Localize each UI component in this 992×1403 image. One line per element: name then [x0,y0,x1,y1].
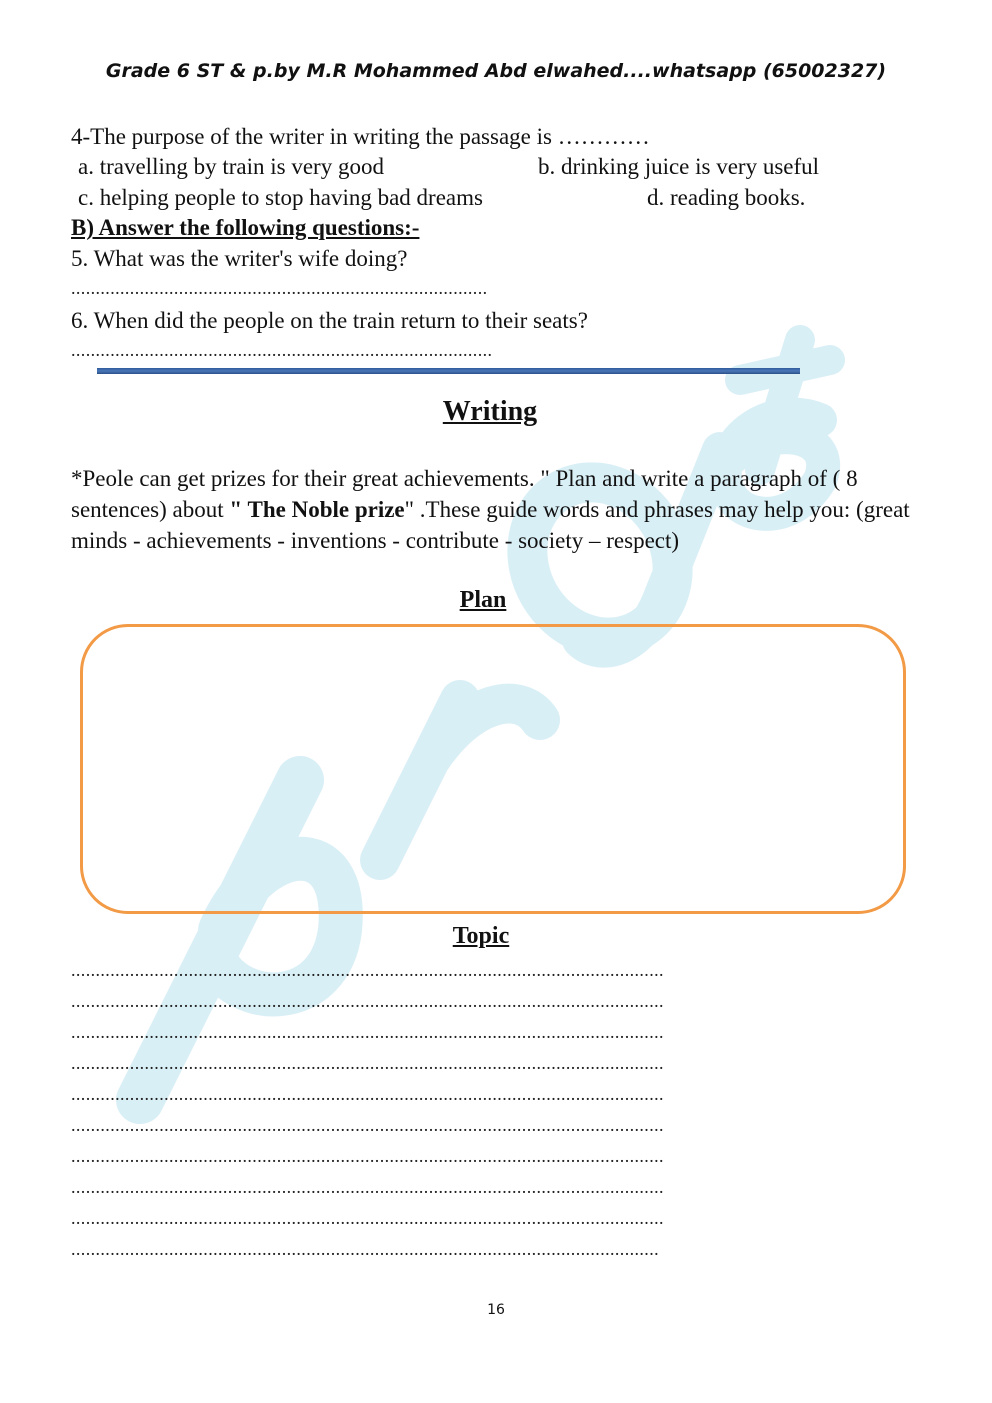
topic-line[interactable]: ......................................................................................................................... [71,1115,664,1135]
page-header: Grade 6 ST & p.by M.R Mohammed Abd elwahed....whatsapp (65002327) [105,60,887,82]
question-4-prompt: 4-The purpose of the writer in writing the passage is ………… [71,124,650,149]
question-4-option-b: b. drinking juice is very useful [538,154,820,179]
topic-line[interactable]: ......................................................................................................................... [71,1146,664,1166]
question-6-prompt: 6. When did the people on the train return to their seats? [71,308,588,333]
instructions-text-before: *Peole can get prizes for their great achievements. " Plan and write a paragraph of ( 8 sentences) about [71,466,858,522]
topic-line[interactable]: ......................................................................................................................... [71,1208,664,1228]
question-4-option-a: a. travelling by train is very good [78,154,384,179]
topic-line[interactable]: ......................................................................................................................... [71,1022,664,1042]
instructions-topic-bold: " The Noble prize [229,497,405,522]
section-divider [97,368,800,374]
question-5-prompt: 5. What was the writer's wife doing? [71,246,408,271]
topic-line[interactable]: ......................................................................................................................... [71,1177,664,1197]
question-4-option-d: d. reading books. [647,185,806,210]
writing-instructions [71,463,921,556]
page-number: 16 [487,1302,505,1318]
topic-line[interactable]: ......................................................................................................................... [71,1084,664,1104]
instructions-text-after: " .These guide words and phrases may help you: (great minds - achievements - inventions - contribute - society – respect) [71,497,910,553]
topic-line[interactable]: ........................................................................................................................ [71,1239,659,1259]
plan-box[interactable] [80,624,906,914]
writing-title: Writing [442,396,538,427]
topic-line[interactable]: ......................................................................................................................... [71,1053,664,1073]
topic-line[interactable]: ......................................................................................................................... [71,991,664,1011]
question-6-answer-line: ...................................................................................... [71,340,493,360]
plan-label: Plan [459,587,507,613]
topic-line[interactable]: ......................................................................................................................... [71,960,664,980]
question-4-option-c: c. helping people to stop having bad dreams [78,185,483,210]
section-b-heading: B) Answer the following questions:- [71,215,420,240]
topic-label: Topic [452,923,510,949]
question-5-answer-line: ..................................................................................... [71,278,488,298]
